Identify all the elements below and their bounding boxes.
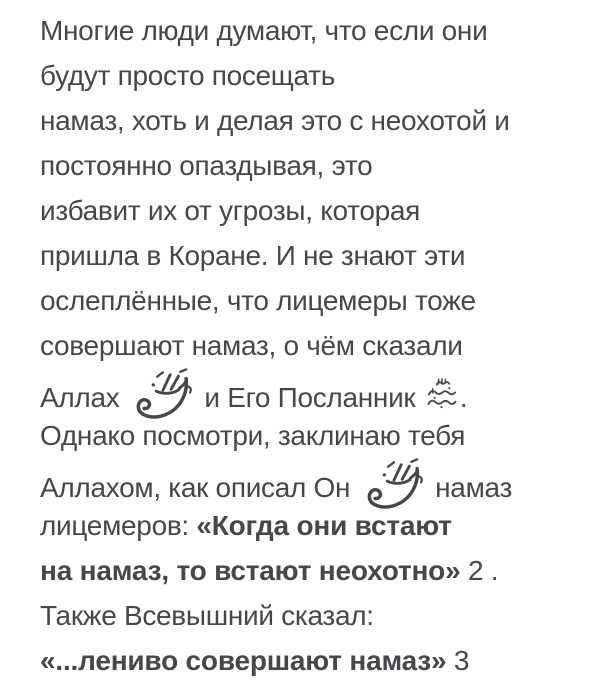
footnote-ref-2[interactable]: 2 (467, 555, 484, 586)
text-segment: Аллах (40, 382, 127, 413)
text-line (40, 503, 582, 548)
text-segment: избавит их от угрозы, которая (40, 195, 421, 226)
text-segment: Аллахом, как описал Он (40, 472, 358, 503)
text-segment: . (459, 382, 468, 413)
text-line (40, 638, 582, 683)
text-segment: намаз, хоть и делая это с неохотой и (40, 105, 510, 136)
text-segment: лицемеров: (40, 510, 197, 541)
text-line (40, 8, 582, 53)
text-line (40, 188, 582, 233)
text-segment: и Его Посланник (196, 382, 423, 413)
text-line (40, 53, 582, 98)
text-segment: будут просто посещать (40, 60, 336, 91)
text-line (40, 98, 582, 143)
text-line (40, 233, 582, 278)
sallallahu-alayhi-wa-sallam-calligraphy (424, 377, 459, 410)
text-segment: «Когда они встают (196, 510, 452, 541)
text-line (40, 413, 582, 458)
text-line (40, 278, 582, 323)
footnote-ref-3[interactable]: 3 (453, 645, 470, 676)
page-text (40, 8, 582, 683)
text-segment (460, 555, 467, 586)
text-segment: постоянно опаздывая, это (40, 150, 373, 181)
text-line (40, 548, 582, 593)
text-segment: совершают намаз, о чём сказали (40, 330, 463, 361)
text-segment: пришла в Коране. И не знают эти (40, 240, 466, 271)
text-segment: ослеплённые, что лицемеры тоже (40, 285, 476, 316)
text-segment: на намаз, то встают неохотно» (40, 555, 461, 586)
text-line (40, 143, 582, 188)
text-line (40, 368, 582, 413)
text-segment: Многие люди думают, что если они (40, 15, 488, 46)
text-segment: «...лениво совершают намаз» (40, 645, 447, 676)
text-line (40, 323, 582, 368)
text-segment: Однако посмотри, заклинаю тебя (40, 420, 466, 451)
text-line (40, 593, 582, 638)
text-segment: . (483, 555, 499, 586)
text-line (40, 458, 582, 503)
text-segment: Также Всевышний сказал: (40, 600, 374, 631)
text-segment: намаз (427, 472, 513, 503)
text-segment (446, 645, 453, 676)
